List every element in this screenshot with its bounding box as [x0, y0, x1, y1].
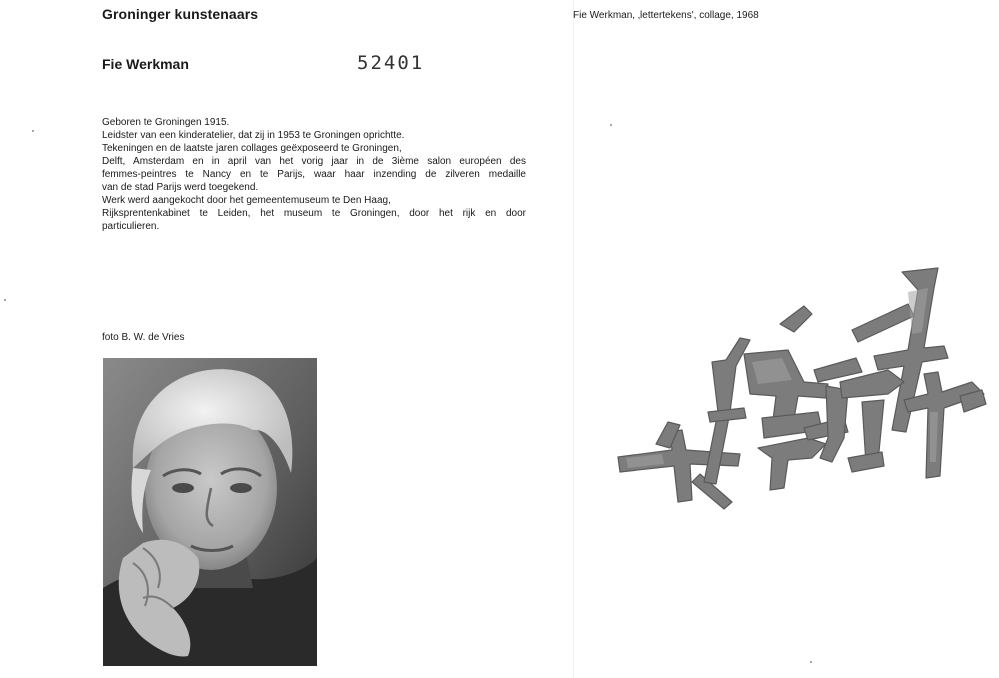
page-fold	[573, 0, 574, 678]
paper-speck	[810, 661, 812, 663]
bio-line: femmes-peintres te Nancy en te Parijs, waar haar inzending de zilveren medaille	[102, 169, 526, 180]
bio-line: Delft, Amsterdam en in april van het vorig jaar in de 3ième salon européen des	[102, 156, 526, 167]
paper-speck	[4, 299, 6, 301]
bio-line: Leidster van een kinderatelier, dat zij in 1953 te Groningen oprichtte.	[102, 130, 405, 141]
artist-portrait	[103, 358, 317, 666]
bio-line: Werk werd aangekocht door het gemeentemuseum te Den Haag,	[102, 195, 391, 206]
biography	[102, 116, 526, 233]
bio-line: particulieren.	[102, 221, 160, 232]
collage-artwork	[612, 262, 990, 540]
series-title: Groninger kunstenaars	[102, 6, 259, 22]
paper-speck	[32, 130, 34, 132]
artwork-caption: Fie Werkman, ‚lettertekens', collage, 1968	[573, 10, 759, 21]
artist-name: Fie Werkman	[102, 56, 189, 72]
catalog-number: 52401	[357, 52, 425, 74]
bio-line: van de stad Parijs werd toegekend.	[102, 182, 259, 193]
paper-speck	[610, 124, 612, 126]
bio-line: Geboren te Groningen 1915.	[102, 117, 230, 128]
bio-line: Rijksprentenkabinet te Leiden, het museum te Groningen, door het rijk en door	[102, 208, 526, 219]
bio-line: Tekeningen en de laatste jaren collages geëxposeerd te Groningen,	[102, 143, 402, 154]
photo-credit: foto B. W. de Vries	[102, 332, 185, 343]
